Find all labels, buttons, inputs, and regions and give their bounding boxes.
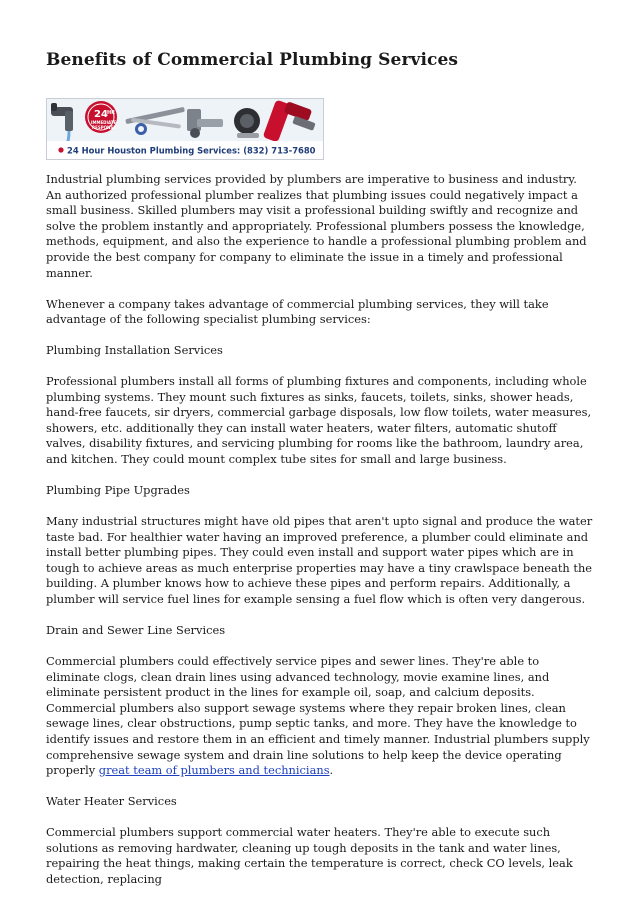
intro-paragraph: Industrial plumbing services provided by plumbers are imperative to business and industry. An authorized professional plumber realizes that plumbing issues could negatively impact a small business. Skilled plumbers may visit a professional building swiftly and recognize and solve the problem instantly and appropriately. Professional plumbers possess the knowledge, methods, equipment, and also the experience to handle a professional plumbing problem and provide the best company for company to eliminate the issue in a timely and professional manner. <box>46 172 587 280</box>
plumbing-banner-image <box>46 98 324 160</box>
services-intro-paragraph: Whenever a company takes advantage of commercial plumbing services, they will take advantage of the following specialist plumbing services: <box>46 296 549 327</box>
badge-line1: IMMEDIATE <box>91 120 117 125</box>
pipe-upgrades-heading: Plumbing Pipe Upgrades <box>46 483 190 498</box>
drain-snake-icon <box>234 108 260 138</box>
badge-unit: HR <box>107 110 116 116</box>
installation-heading: Plumbing Installation Services <box>46 343 223 358</box>
drain-sewer-heading: Drain and Sewer Line Services <box>46 623 226 637</box>
water-heater-paragraph: Commercial plumbers support commercial water heaters. They're able to execute such solutions as removing hardwater, cleaning up tough deposits in the tank and water lines, repairing the heat things, making certain the temperature is correct, check CO levels, leak detection, replacing <box>46 825 573 886</box>
banner-illustration <box>47 99 323 159</box>
drain-sewer-paragraph <box>46 654 594 779</box>
drain-sewer-text-end: . <box>329 763 334 778</box>
24hr-badge-icon <box>85 101 117 133</box>
document-body <box>46 172 594 903</box>
drain-sewer-text: Commercial plumbers could effectively service pipes and sewer lines. They're able to eliminate clogs, clean drain lines using advanced technology, movie examine lines, and eliminate persistent product in the lines for example oil, soap, and calcium deposits. Commercial plumbers also support sewage systems where they repair broken lines, clean sewage lines, clear obstructions, pump septic tanks, and more. They have the knowledge to identify issues and restore them in an efficient and timely manner. Industrial plumbers supply comprehensive sewage system and drain line solutions to help keep the device operating properly <box>46 653 590 778</box>
document-title: Benefits of Commercial Plumbing Services <box>46 50 459 70</box>
installation-paragraph: Professional plumbers install all forms of plumbing fixtures and components, including whole plumbing systems. They mount such fixtures as sinks, faucets, toilets, sinks, shower heads, hand-free faucets, sir dryers, commercial garbage disposals, low flow toilets, water measures, showers, etc. additionally they can install water heaters, water filters, automatic shutoff valves, disability fixtures, and servicing plumbing for rooms like the bathroom, laundry area, and kitchen. They could mount complex tube sites for small and large business. <box>46 374 592 467</box>
plumbers-team-link[interactable]: great team of plumbers and technicians <box>98 763 330 778</box>
badge-number: 24 <box>94 109 108 120</box>
water-heater-heading: Water Heater Services <box>46 794 177 809</box>
banner-caption: 24 Hour Houston Plumbing Services: (832) 713-7680 <box>67 145 316 156</box>
badge-line2: RESPONSE <box>92 125 116 130</box>
pipe-upgrades-paragraph: Many industrial structures might have old pipes that aren't upto signal and produce the water taste bad. For healthier water having an improved preference, a plumber could eliminate and install better plumbing pipes. They could even install and support water pipes which are in tough to achieve areas as much enterprise properties may have a tiny crawlspace beneath the building. A plumber knows how to achieve these pipes and perform repairs. Additionally, a plumber will service fuel lines for example sensing a fuel flow which is often very dangerous. <box>46 514 593 607</box>
